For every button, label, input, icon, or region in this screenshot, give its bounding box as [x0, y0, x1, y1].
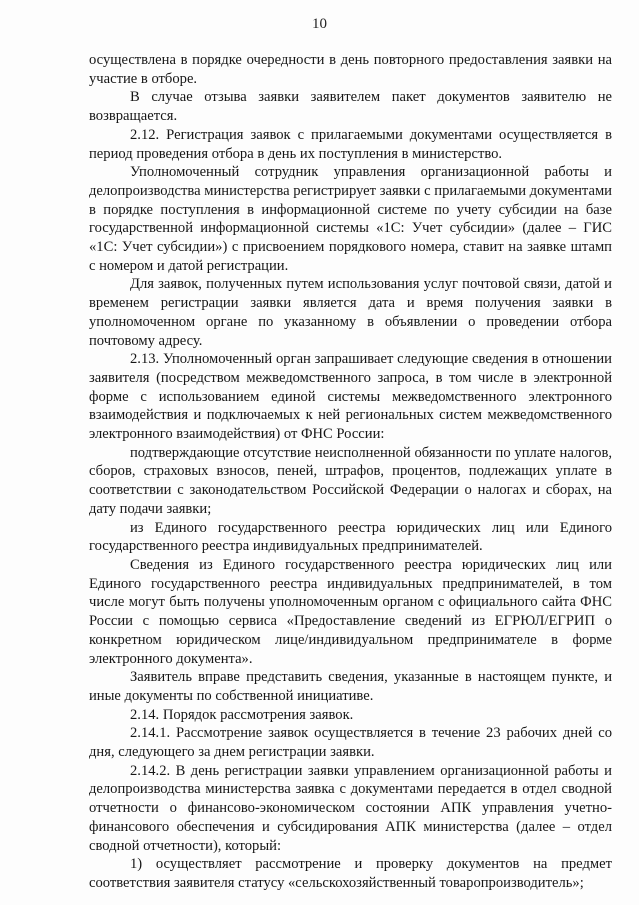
paragraph: 2.12. Регистрация заявок с прилагаемыми документами осуществляется в период проведения отбора в день их поступления в министерство.: [89, 126, 612, 162]
paragraph: В случае отзыва заявки заявителем пакет документов заявителю не возвращается.: [89, 89, 612, 125]
paragraph: Уполномоченный сотрудник управления организационной работы и делопроизводства министерства регистрирует заявки с прилагаемыми документами в порядке поступления в информационной системе по учету субсидии на базе государственной информационной системы «1С: Учет субсидии» (далее – ГИС «1С: Учет субсидии») с присвоением порядкового номера, ставит на заявке штамп с номером и датой регистрации.: [89, 164, 612, 274]
paragraph: 2.14.2. В день регистрации заявки управлением организационной работы и делопроизводства министерства заявка с документами передается в отдел сводной отчетности о финансово-экономическом состоянии АПК управления учетно-финансового обеспечения и субсидирования АПК министерства (далее – отдел сводной отчетности), который:: [89, 762, 612, 854]
paragraph: Сведения из Единого государственного реестра юридических лиц или Единого государственного реестра индивидуальных предпринимателей, в том числе могут быть получены уполномоченным органом с официального сайта ФНС России с помощью сервиса «Предоставление сведений из ЕГРЮЛ/ЕГРИП о конкретном юридическом лице/индивидуальном предпринимателе в форме электронного документа».: [89, 556, 612, 667]
page-number: 10: [312, 16, 327, 32]
paragraph: подтверждающие отсутствие неисполненной обязанности по уплате налогов, сборов, страховых взносов, пеней, штрафов, процентов, подлежащих уплате в соответствии с законодательством Российской Федерации о налогах и сборах, на дату подачи заявки;: [89, 444, 612, 517]
paragraph: 2.13. Уполномоченный орган запрашивает следующие сведения в отношении заявителя (посредством межведомственного запроса, в том числе в электронной форме с использованием единой системы межведомственного электронного взаимодействия и подключаемых к ней региональных систем межведомственного электронного взаимодействия) от ФНС России:: [89, 351, 612, 443]
paragraph: осуществлена в порядке очередности в день повторного предоставления заявки на участие в отборе.: [89, 52, 612, 87]
paragraph: 2.14. Порядок рассмотрения заявок.: [130, 706, 354, 723]
document-body: [89, 51, 612, 893]
paragraph: Для заявок, полученных путем использования услуг почтовой связи, датой и временем регистрации заявки является дата и время получения заявки в уполномоченном органе по указанному в объявлении о проведении отбора почтовому адресу.: [89, 276, 612, 349]
paragraph: Заявитель вправе представить сведения, указанные в настоящем пункте, и иные документы по собственной инициативе.: [89, 669, 612, 704]
paragraph: 1) осуществляет рассмотрение и проверку документов на предмет соответствия заявителя статусу «сельскохозяйственный товаропроизводитель»;: [89, 856, 612, 891]
paragraph: из Единого государственного реестра юридических лиц или Единого государственного реестра индивидуальных предпринимателей.: [89, 519, 612, 555]
paragraph: 2.14.1. Рассмотрение заявок осуществляется в течение 23 рабочих дней со дня, следующего за днем регистрации заявки.: [89, 725, 612, 761]
